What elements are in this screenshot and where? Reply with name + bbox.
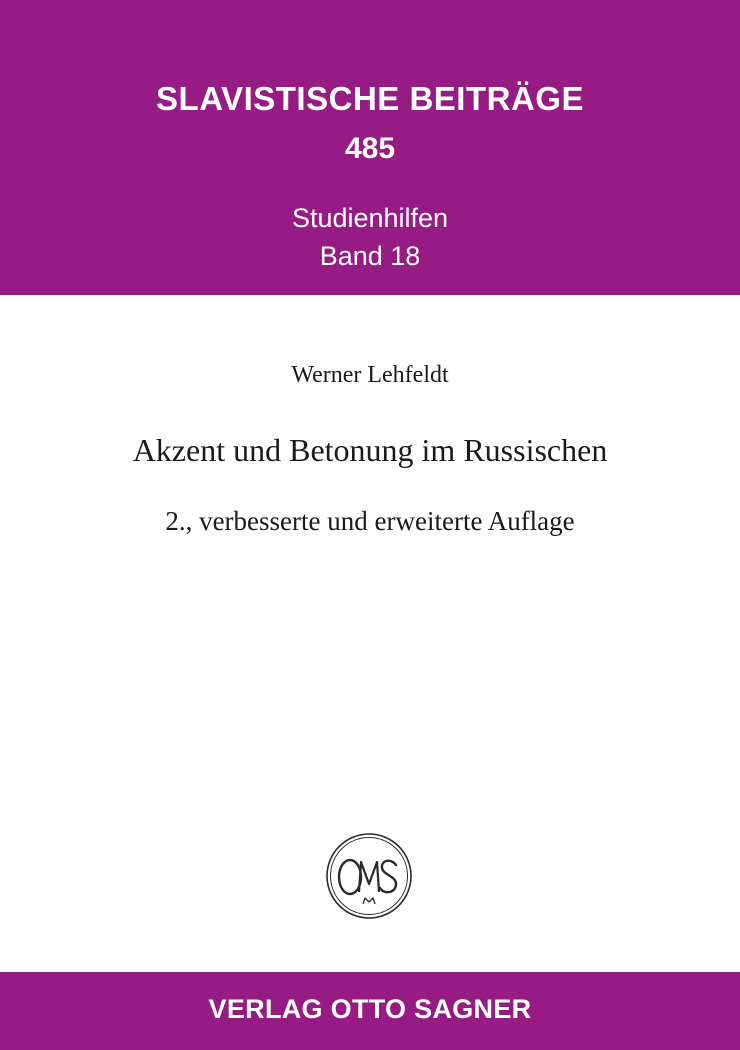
- author-name: Werner Lehfeldt: [291, 362, 449, 388]
- series-number: 485: [344, 132, 396, 165]
- subseries-volume: Band 18: [319, 241, 421, 271]
- subseries-name: Studienhilfen: [291, 203, 449, 233]
- series-title: SLAVISTISCHE BEITRÄGE: [156, 80, 584, 117]
- series-header-band: [0, 0, 740, 295]
- publisher-footer-band: [0, 972, 740, 1050]
- publisher-monogram-seal-icon: [325, 832, 413, 920]
- book-title: Akzent und Betonung im Russischen: [132, 432, 608, 468]
- publisher-name: VERLAG OTTO SAGNER: [208, 994, 532, 1024]
- edition-note: 2., verbesserte und erweiterte Auflage: [165, 506, 575, 536]
